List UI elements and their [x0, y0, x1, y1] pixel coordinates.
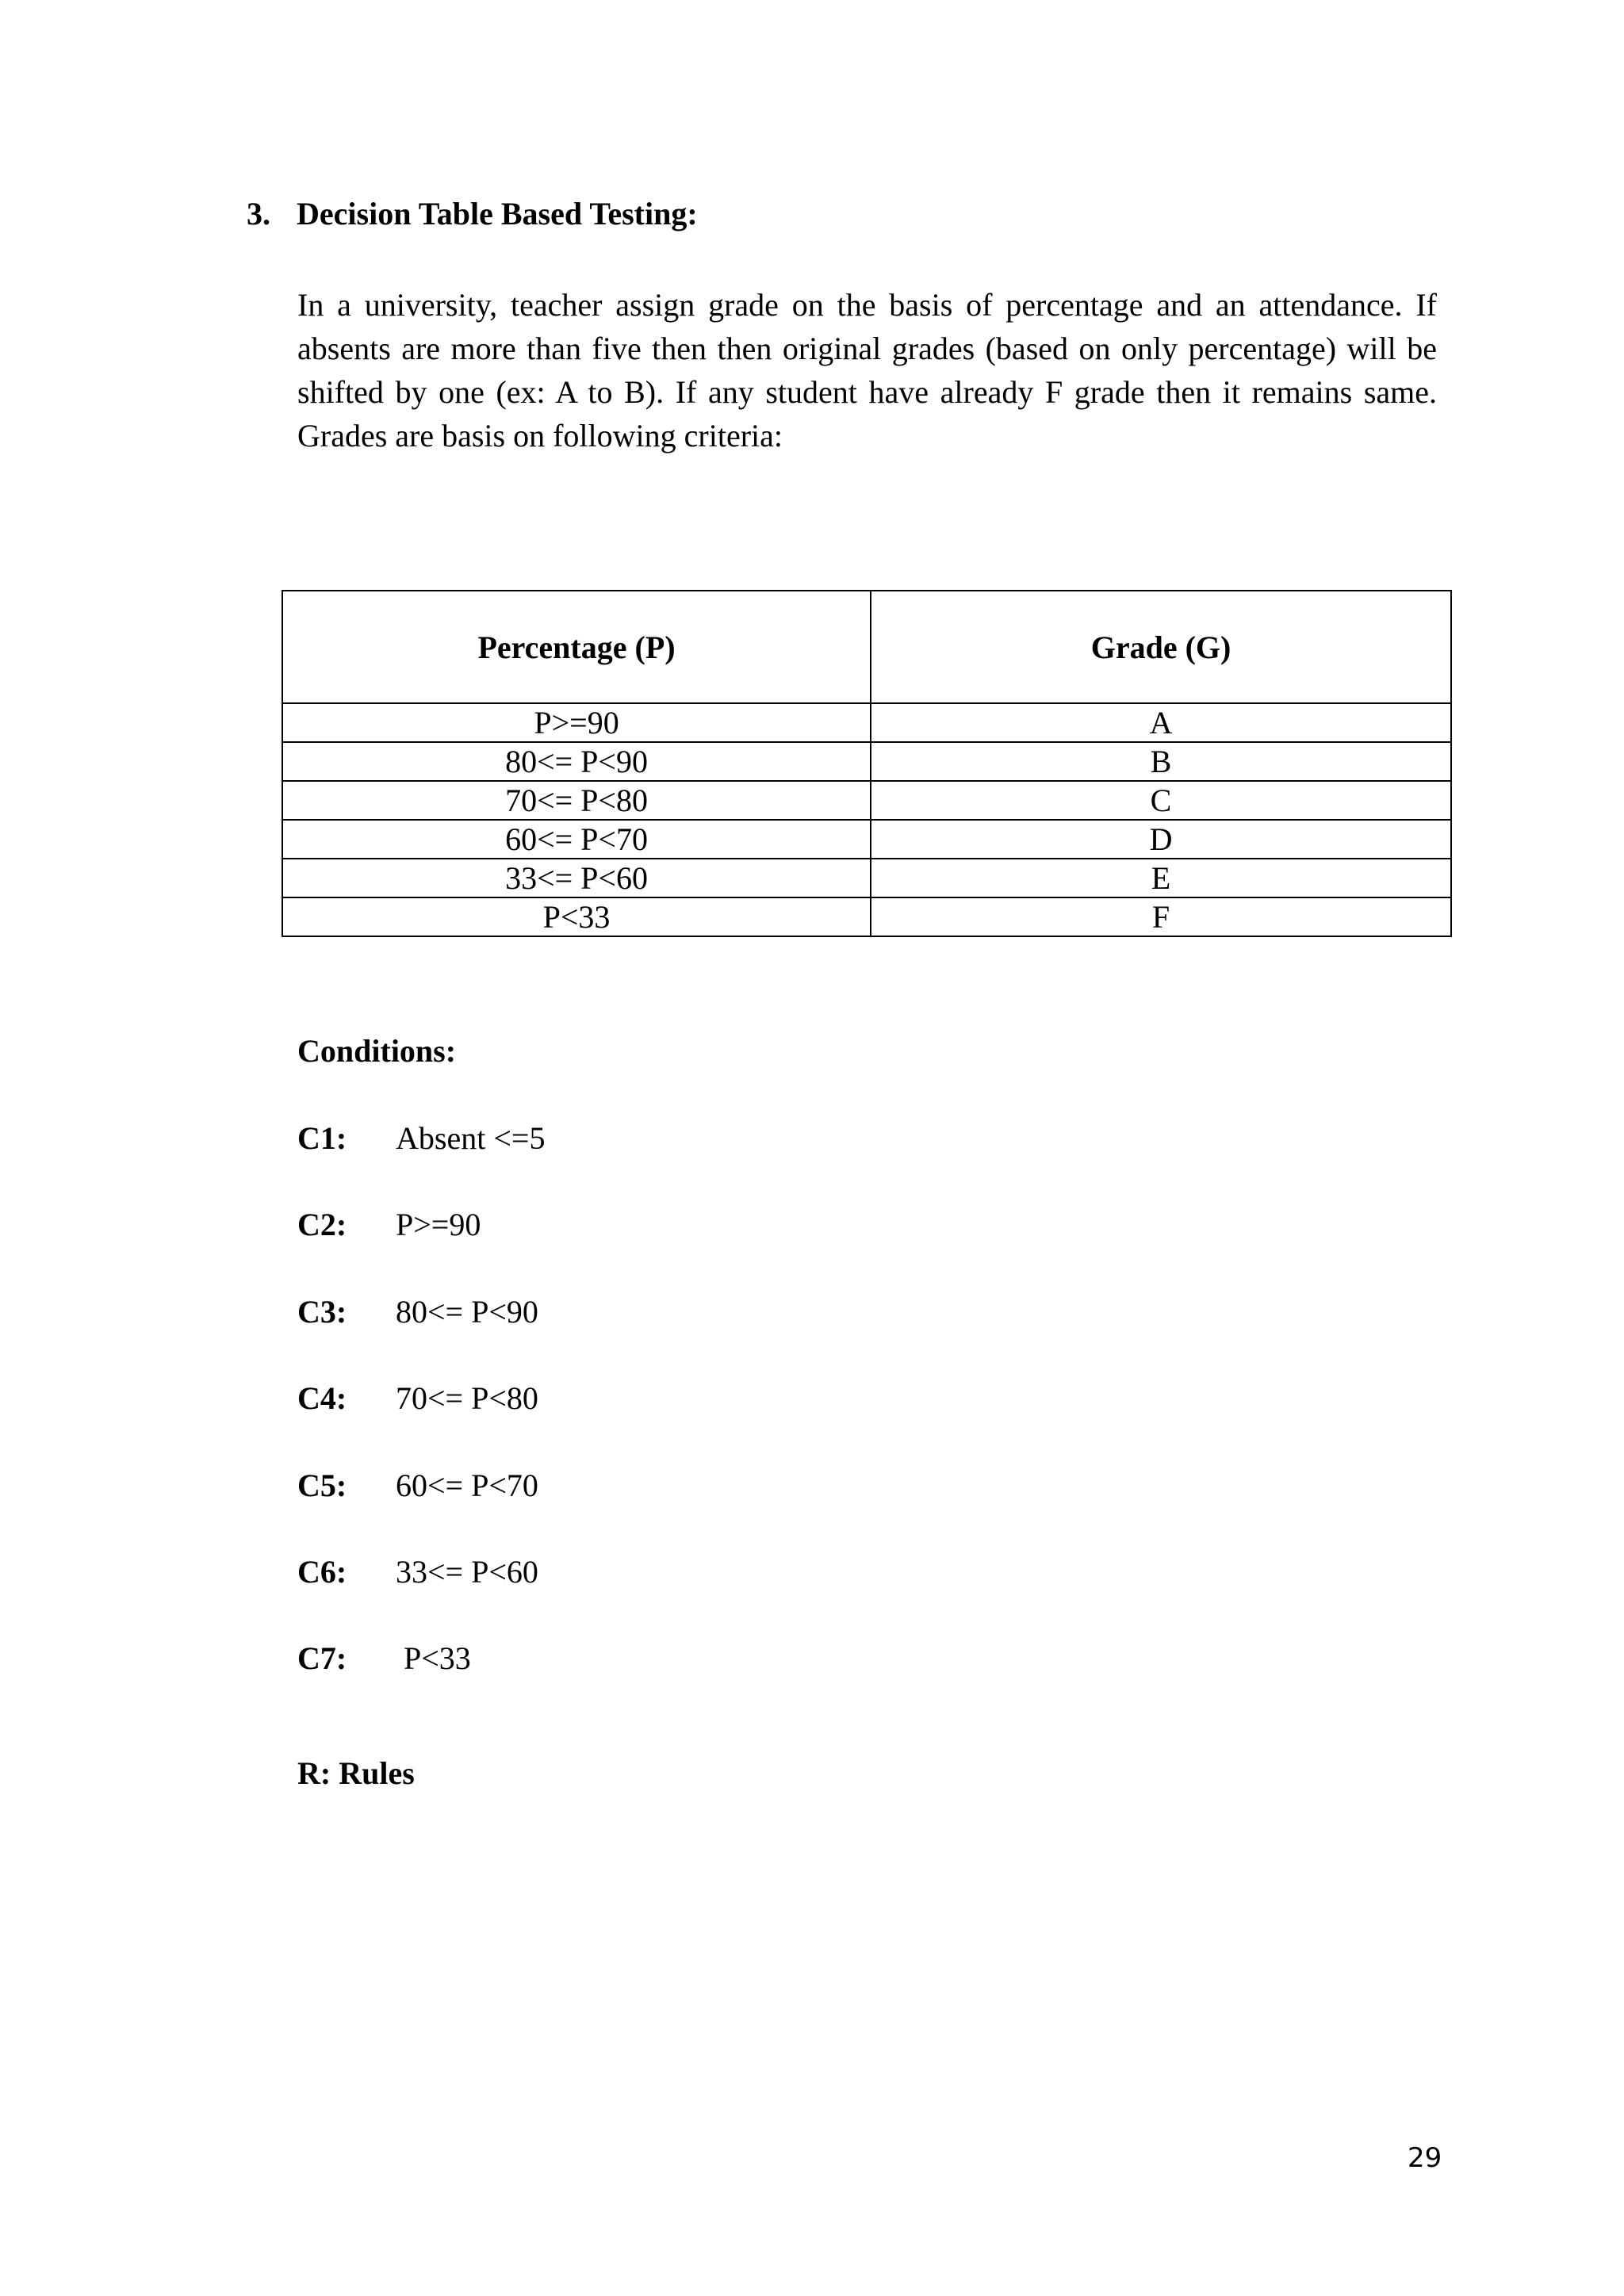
condition-item — [297, 1553, 538, 1590]
table-row — [282, 703, 1451, 742]
percentage-cell: 33<= P<60 — [282, 859, 871, 897]
condition-text: 80<= P<90 — [396, 1294, 538, 1330]
condition-text: P<33 — [396, 1640, 471, 1676]
condition-item — [297, 1640, 471, 1677]
percentage-cell: P<33 — [282, 897, 871, 936]
condition-text: 33<= P<60 — [396, 1554, 538, 1590]
condition-label: C3: — [297, 1294, 347, 1330]
page-number: 29 — [1408, 2142, 1442, 2174]
grade-cell: E — [871, 859, 1451, 897]
section-title: Decision Table Based Testing: — [297, 196, 698, 232]
condition-item — [297, 1119, 545, 1157]
condition-text: P>=90 — [396, 1207, 481, 1242]
grade-cell: D — [871, 820, 1451, 859]
percentage-cell: P>=90 — [282, 703, 871, 742]
section-number: 3. — [247, 196, 270, 232]
condition-label: C2: — [297, 1207, 347, 1242]
table-row — [282, 859, 1451, 897]
grade-cell: F — [871, 897, 1451, 936]
table-row — [282, 742, 1451, 781]
grade-cell: C — [871, 781, 1451, 820]
condition-item — [297, 1380, 538, 1417]
condition-item — [297, 1206, 481, 1243]
table-row — [282, 820, 1451, 859]
condition-text: 70<= P<80 — [396, 1380, 538, 1416]
grade-criteria-table — [282, 590, 1452, 937]
condition-label: C4: — [297, 1380, 347, 1416]
grade-cell: B — [871, 742, 1451, 781]
section-heading — [247, 195, 698, 232]
percentage-cell: 80<= P<90 — [282, 742, 871, 781]
intro-paragraph: In a university, teacher assign grade on the basis of percentage and an attendance. If absents are more than five then then original grades (based on only percentage) will be shifted by one (ex: A to B). If any student have already F grade then it remains same. Grades are basis on following criteria: — [297, 287, 1437, 453]
table-header-row — [282, 591, 1451, 703]
grade-cell: A — [871, 703, 1451, 742]
table-row — [282, 897, 1451, 936]
condition-label: C1: — [297, 1120, 347, 1156]
header-grade: Grade (G) — [871, 591, 1451, 703]
condition-label: C5: — [297, 1468, 347, 1503]
condition-label: C7: — [297, 1640, 347, 1676]
percentage-cell: 70<= P<80 — [282, 781, 871, 820]
condition-label: C6: — [297, 1554, 347, 1590]
condition-item — [297, 1467, 538, 1504]
header-percentage: Percentage (P) — [282, 591, 871, 703]
condition-item — [297, 1293, 538, 1330]
rules-title: R: Rules — [297, 1755, 415, 1791]
table-row — [282, 781, 1451, 820]
conditions-title: Conditions: — [297, 1033, 457, 1069]
condition-text: 60<= P<70 — [396, 1468, 538, 1503]
condition-text: Absent <=5 — [396, 1120, 546, 1156]
percentage-cell: 60<= P<70 — [282, 820, 871, 859]
